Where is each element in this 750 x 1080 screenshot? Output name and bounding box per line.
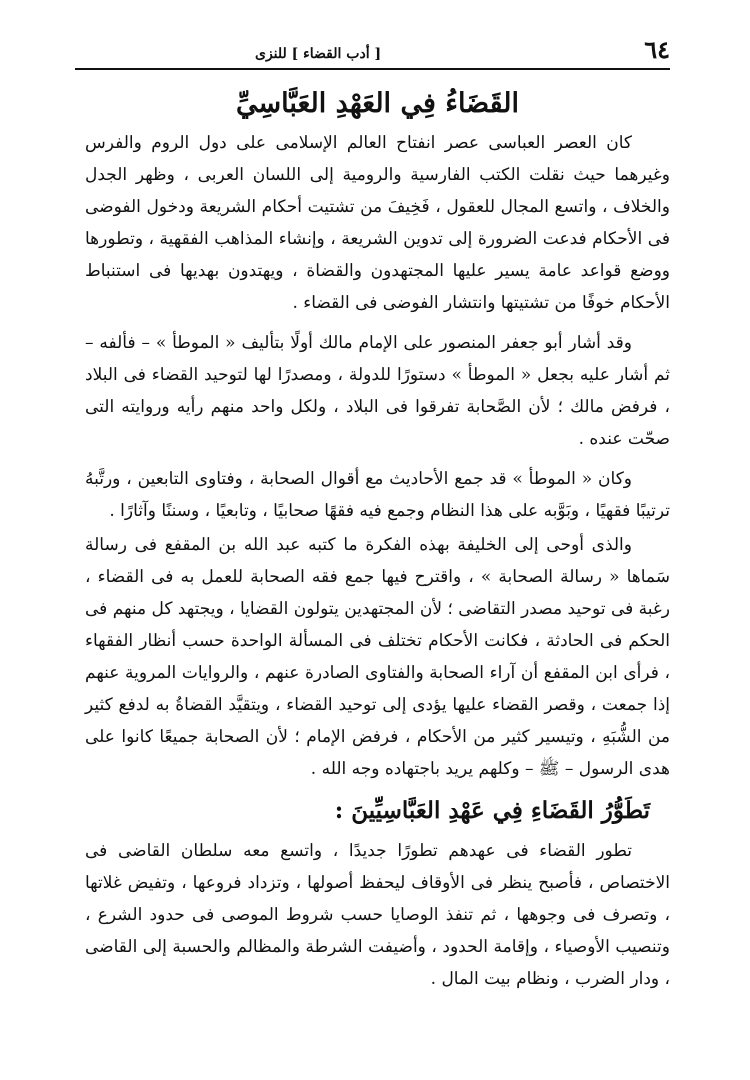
paragraph: كان العصر العباسى عصر انفتاح العالم الإسلامى على دول الروم والفرس وغيرهما حيث نقلت الكتب الفارسية والرومية إلى اللسان العربى ، وظهر الجدل والخلاف ، واتسع المجال للعقول ، فَخِيفَ من تشتيت أحكام الشريعة ودخول الفوضى فى الأحكام فدعت الضرورة إلى تدوين الشريعة ، وإنشاء المذاهب الفقهية ، وتطورها ووضع قواعد عامة يسير عليها المجتهدون والقضاة ، ويهتدون بهديها فى استنباط الأحكام خوفًا من تشتيتها وانتشار الفوضى فى القضاء . (85, 133, 670, 314)
running-title: [ أدب القضاء ] للنزى (255, 46, 382, 62)
paragraph: وقد أشار أبو جعفر المنصور على الإمام مالك أولًا بتأليف « الموطأ » – فألفه – ثم أشار عليه بجعل « الموطأ » دستورًا للدولة ، ومصدرًا لها لتوحيد القضاء فى البلاد ، فرفض مالك ؛ لأن الصَّحابة تفرقوا فى البلاد ، ولكل واحد منهم رأيه وروايته التى صحّت عنده . (85, 333, 670, 450)
header-rule (75, 68, 670, 70)
section-heading: القَضَاءُ فِي العَهْدِ العَبَّاسِيِّ (236, 88, 519, 119)
page-number: ٦٤ (644, 35, 670, 64)
paragraph: تطور القضاء فى عهدهم تطورًا جديدًا ، واتسع معه سلطان القاضى فى الاختصاص ، فأصبح ينظر فى الأوقاف ليحفظ أصولها ، وتزداد فروعها ، وتفيض غلاتها ، وتصرف فى وجوهها ، ثم تنفذ الوصايا حسب شروط الموصى فى حدود الشرع ، وتنصيب الأوصياء ، وإقامة الحدود ، وأضيفت الشرطة والمظالم والحسبة إلى القاضى ، ودار الضرب ، ونظام بيت المال . (85, 841, 670, 990)
paragraph: والذى أوحى إلى الخليفة بهذه الفكرة ما كتبه عبد الله بن المقفع فى رسالة سَماها « رسالة الصحابة » ، واقترح فيها جمع فقه الصحابة للعمل به فى القضاء ، رغبة فى توحيد مصدر التقاضى ؛ لأن المجتهدين يتولون القضايا ، ويجتهد كل منهم فى الحكم فى الحادثة ، فكانت الأحكام تختلف فى المسألة الواحدة حسب أنظار الفقهاء ، فرأى ابن المقفع أن آراء الصحابة والفتاوى الصادرة عنهم ، والروايات المروية عنهم إذا جمعت ، وقصر القضاء عليها يؤدى إلى توحيد القضاء ، ويتقيَّد القضاةُ به لدفع كثير من الشُّبَهِ ، وتيسير كثير من الأحكام ، فرفض الإمام ؛ لأن الصحابة جميعًا كانوا على هدى الرسول – ﷺ – وكلهم يريد باجتهاده وجه الله . (85, 535, 670, 780)
subsection-heading: تَطَوُّرُ القَضَاءِ فِي عَهْدِ العَبَّاسِيِّينَ : (334, 797, 650, 825)
paragraph: وكان « الموطأ » قد جمع الأحاديث مع أقوال الصحابة ، وفتاوى التابعين ، ورتَّبهُ ترتيبًا فقهيًا ، وبَوَّبه على هذا النظام وجمع فيه فقهًا صحابيًا ، وتابعيًا ، وسننًا وآثارًا . (85, 469, 670, 522)
page-header (85, 30, 670, 62)
